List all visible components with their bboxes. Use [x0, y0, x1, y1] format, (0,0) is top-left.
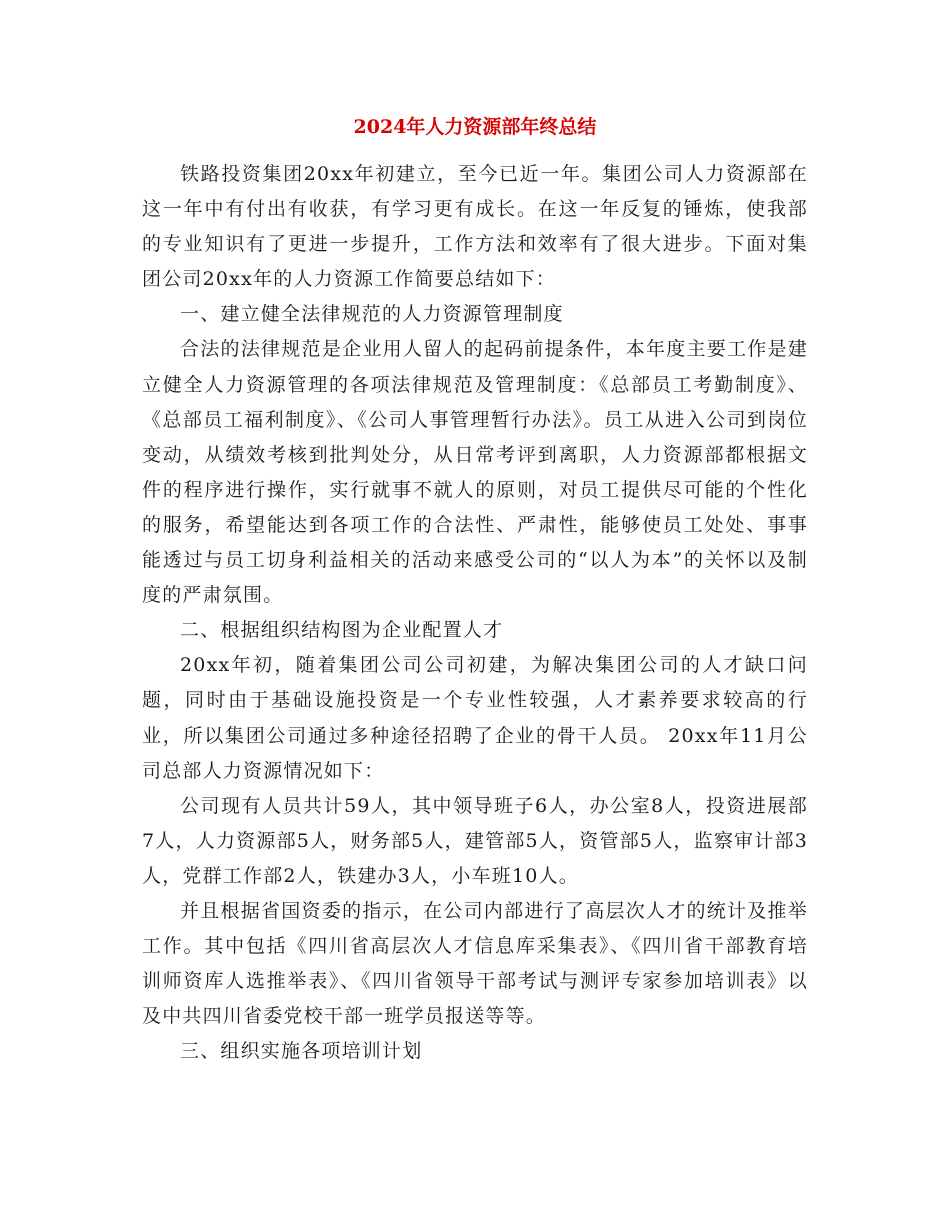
section-heading-1: 一、建立健全法律规范的人力资源管理制度	[180, 303, 564, 326]
document-body	[142, 157, 808, 1069]
section-heading-2: 二、根据组织结构图为企业配置人才	[180, 619, 504, 642]
paragraph-intro: 铁路投资集团20xx年初建立，至今已近一年。集团公司人力资源部在这一年中有付出有收获，有学习更有成长。在这一年反复的锤炼，使我部的专业知识有了更进一步提升，工作方法和效率有了很大进步。下面对集团公司20xx年的人力资源工作简要总结如下：	[142, 163, 808, 291]
paragraph-section-2: 20xx年初，随着集团公司公司初建，为解决集团公司的人才缺口问题，同时由于基础设施投资是一个专业性较强，人才素养要求较高的行业，所以集团公司通过多种途径招聘了企业的骨干人员。 20xx年11月公司总部人力资源情况如下：	[142, 654, 808, 782]
paragraph-staff-count: 公司现有人员共计59人，其中领导班子6人，办公室8人，投资进展部7人，人力资源部5人，财务部5人，建管部5人，资管部5人，监察审计部3人，党群工作部2人，铁建办3人，小车班10人。	[142, 794, 808, 887]
paragraph-talent-selection: 并且根据省国资委的指示，在公司内部进行了高层次人才的统计及推举工作。其中包括《四川省高层次人才信息库采集表》、《四川省干部教育培训师资库人选推举表》、《四川省领导干部考试与测评专家参加培训表》以及中共四川省委党校干部一班学员报送等等。	[142, 899, 808, 1028]
paragraph-section-1: 合法的法律规范是企业用人留人的起码前提条件，本年度主要工作是建立健全人力资源管理的各项法律规范及管理制度：《总部员工考勤制度》、《总部员工福利制度》、《公司人事管理暂行办法》。员工从进入公司到岗位变动，从绩效考核到批判处分，从日常考评到离职，人力资源部都根据文件的程序进行操作，实行就事不就人的原则，对员工提供尽可能的个性化的服务，希望能达到各项工作的合法性、严肃性，能够使员工处处、事事能透过与员工切身利益相关的活动来感受公司的“以人为本”的关怀以及制度的严肃氛围。	[142, 338, 808, 607]
section-heading-3: 三、组织实施各项培训计划	[180, 1040, 423, 1063]
document-title: 2024年人力资源部年终总结	[353, 116, 597, 138]
